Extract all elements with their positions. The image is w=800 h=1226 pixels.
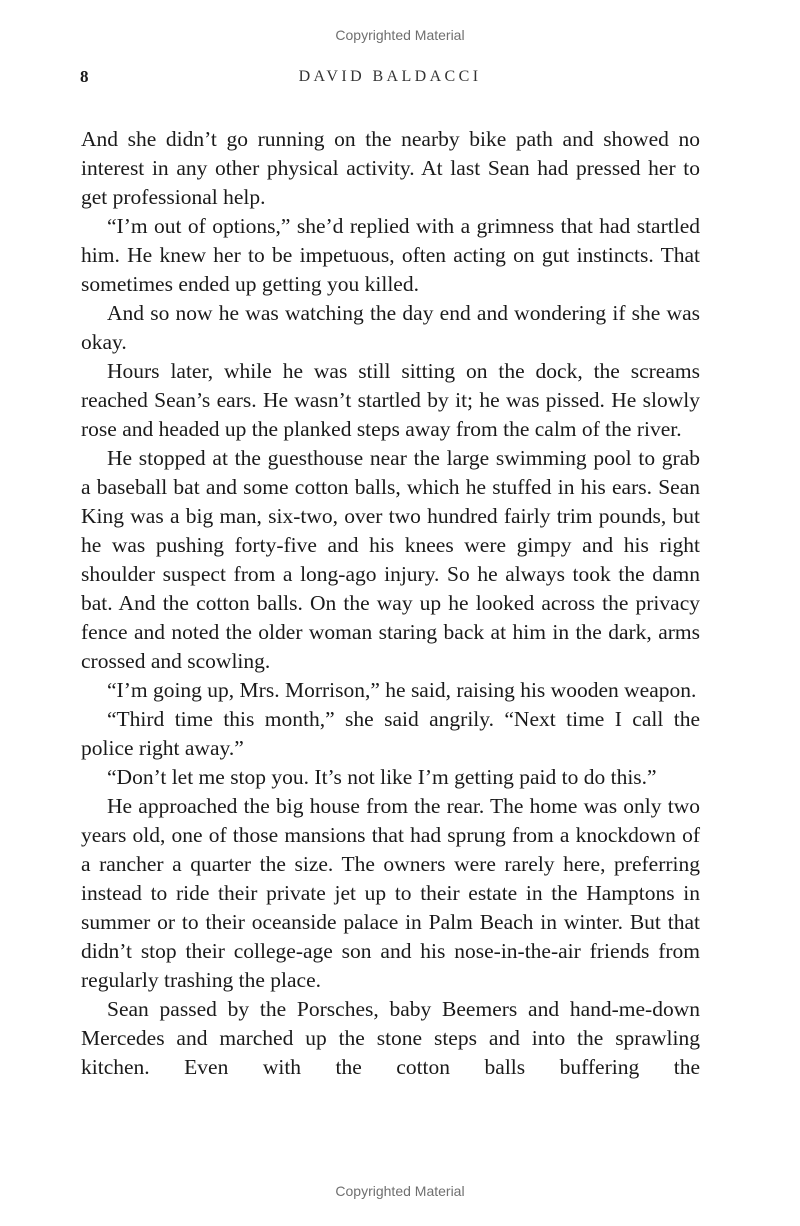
- paragraph-9: He approached the big house from the rear. The home was only two years old, one of those mansions that had sprung from a knockdown of a rancher a quarter the size. The owners were rarely here, preferring instead to ride their private jet up to their estate in the Hamptons in summer or to their oceanside palace in Palm Beach in winter. But that didn’t stop their college-age son and his nose-in-the-air friends from regularly trashing the place.: [81, 794, 700, 992]
- paragraph-2: “I’m out of options,” she’d replied with a grimness that had startled him. He knew her to be impetuous, often acting on gut instincts. That sometimes ended up getting you killed.: [81, 214, 700, 296]
- paragraph-3: And so now he was watching the day end and wondering if she was okay.: [81, 301, 700, 354]
- page-number: 8: [80, 67, 89, 86]
- paragraph-8: “Don’t let me stop you. It’s not like I’m getting paid to do this.”: [107, 765, 657, 789]
- paragraph-6: “I’m going up, Mrs. Morrison,” he said, raising his wooden weapon.: [107, 678, 697, 702]
- paragraph-10: Sean passed by the Porsches, baby Beemers and hand-me-down Mercedes and marched up the stone steps and into the sprawling kitchen. Even with the cotton balls buffering the: [81, 997, 700, 1079]
- paragraph-5: He stopped at the guesthouse near the large swimming pool to grab a baseball bat and some cotton balls, which he stuffed in his ears. Sean King was a big man, six-two, over two hundred fairly trim pounds, but he was pushing forty-five and his knees were gimpy and his right shoulder suspect from a long-ago injury. So he always took the damn bat. And the cotton balls. On the way up he looked across the privacy fence and noted the older woman staring back at him in the dark, arms crossed and scowling.: [81, 446, 700, 673]
- paragraph-4: Hours later, while he was still sitting on the dock, the screams reached Sean’s ears. He wasn’t startled by it; he was pissed. He slowly rose and headed up the planked steps away from the calm of the river.: [81, 359, 700, 441]
- copyright-watermark-top: Copyrighted Material: [335, 27, 465, 43]
- body-text: [81, 125, 700, 1082]
- paragraph-7: “Third time this month,” she said angrily. “Next time I call the police right away.”: [81, 707, 700, 760]
- running-head-author: DAVID BALDACCI: [298, 68, 482, 85]
- running-header: [80, 67, 700, 91]
- copyright-watermark-bottom: Copyrighted Material: [335, 1183, 465, 1199]
- paragraph-1: And she didn’t go running on the nearby bike path and showed no interest in any other physical activity. At last Sean had pressed her to get professional help.: [81, 127, 700, 209]
